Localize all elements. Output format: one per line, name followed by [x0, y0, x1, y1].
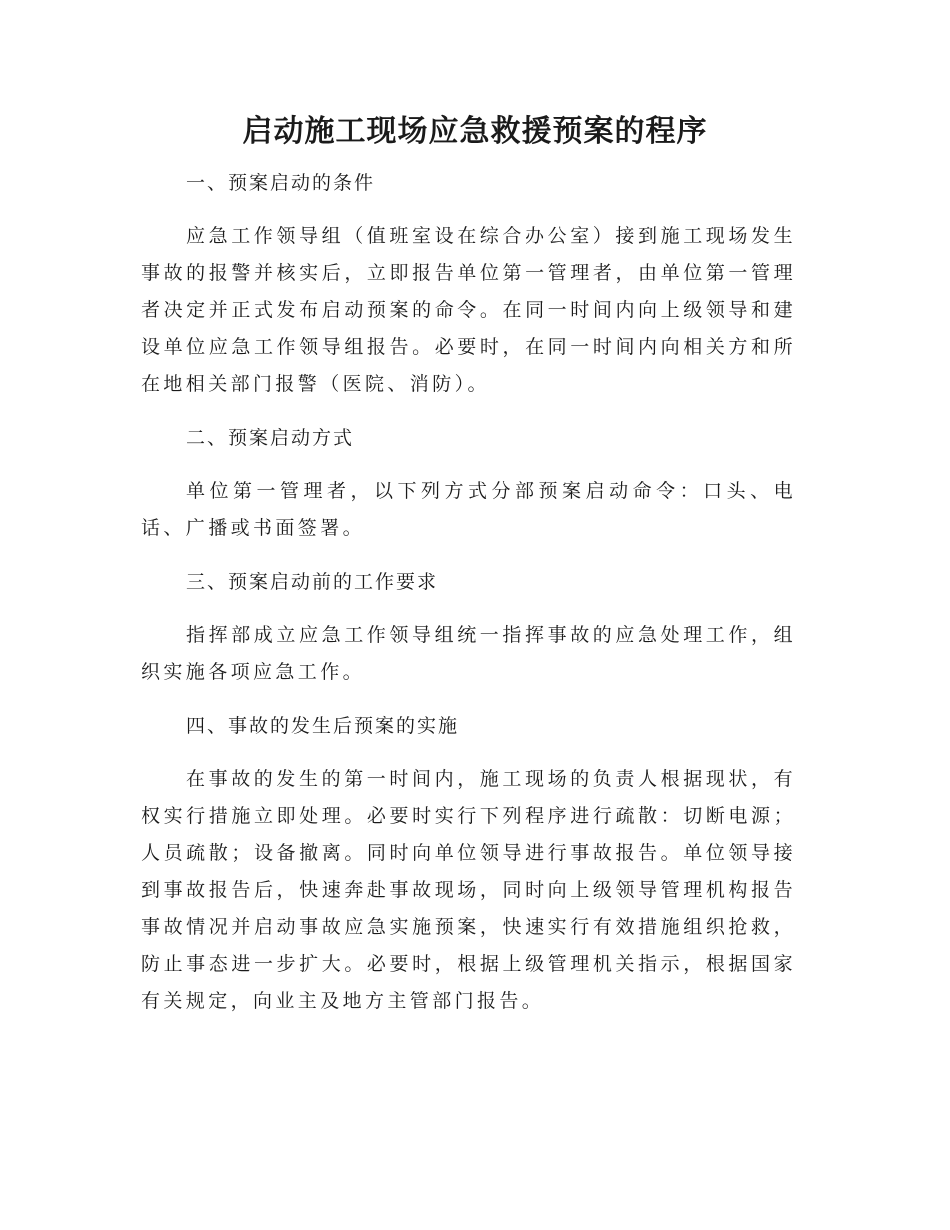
section-2: [141, 419, 796, 547]
section-heading: 三、预案启动前的工作要求: [186, 571, 439, 593]
section-3: [141, 563, 796, 691]
page-title: 启动施工现场应急救援预案的程序: [242, 114, 708, 149]
section-paragraph: 单位第一管理者，以下列方式分部预案启动命令：口头、电话、广播或书面签署。: [141, 480, 796, 539]
section-heading: 四、事故的发生后预案的实施: [186, 715, 460, 737]
section-heading: 二、预案启动方式: [186, 427, 355, 449]
section-heading: 一、预案启动的条件: [186, 172, 376, 194]
section-paragraph: 应急工作领导组（值班室设在综合办公室）接到施工现场发生事故的报警并核实后，立即报告单位第一管理者，由单位第一管理者决定并正式发布启动预案的命令。在同一时间内向上级领导和建设单位应急工作领导组报告。必要时，在同一时间内向相关方和所在地相关部门报警（医院、消防）。: [141, 225, 796, 395]
section-paragraph: 在事故的发生的第一时间内，施工现场的负责人根据现状，有权实行措施立即处理。必要时实行下列程序进行疏散：切断电源；人员疏散；设备撤离。同时向单位领导进行事故报告。单位领导接到事故报告后，快速奔赴事故现场，同时向上级领导管理机构报告事故情况并启动事故应急实施预案，快速实行有效措施组织抢救，防止事态进一步扩大。必要时，根据上级管理机关指示，根据国家有关规定，向业主及地方主管部门报告。: [141, 768, 796, 1012]
section-paragraph: 指挥部成立应急工作领导组统一指挥事故的应急处理工作，组织实施各项应急工作。: [141, 624, 796, 683]
section-4: [141, 707, 796, 1020]
document-body: [141, 164, 796, 1020]
section-1: [141, 164, 796, 403]
